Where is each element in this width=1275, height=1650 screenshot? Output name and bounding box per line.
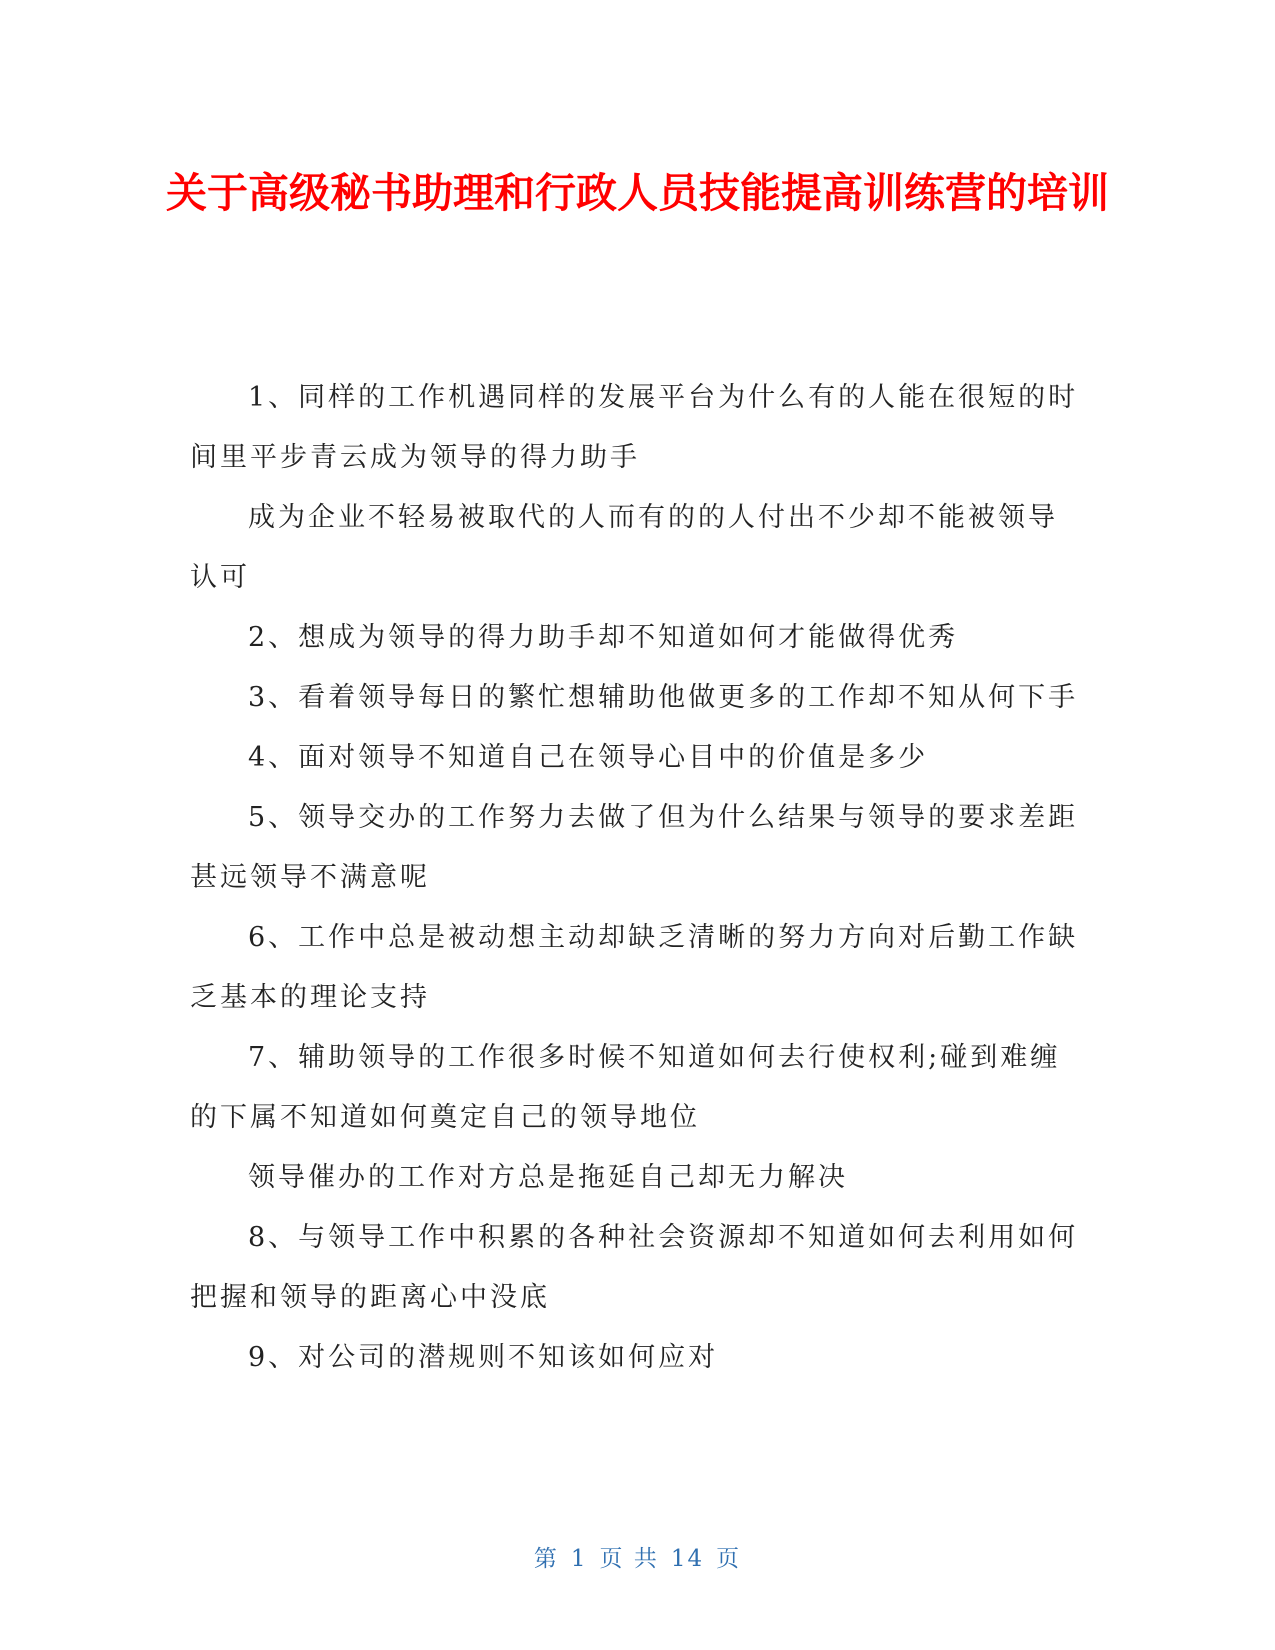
paragraph: 1、同样的工作机遇同样的发展平台为什么有的人能在很短的时间里平步青云成为领导的得力助手 bbox=[190, 382, 1079, 473]
footer-middle: 页 共 bbox=[599, 1546, 659, 1572]
document-title: 关于高级秘书助理和行政人员技能提高训练营的培训 bbox=[166, 169, 1109, 217]
footer-prefix: 第 bbox=[533, 1546, 559, 1572]
document-body bbox=[190, 368, 1083, 1388]
paragraph: 5、领导交办的工作努力去做了但为什么结果与领导的要求差距甚远领导不满意呢 bbox=[190, 802, 1079, 893]
paragraph: 9、对公司的潜规则不知该如何应对 bbox=[248, 1342, 719, 1373]
paragraph: 领导催办的工作对方总是拖延自己却无力解决 bbox=[248, 1162, 848, 1193]
paragraph: 2、想成为领导的得力助手却不知道如何才能做得优秀 bbox=[248, 622, 959, 653]
paragraph: 6、工作中总是被动想主动却缺乏清晰的努力方向对后勤工作缺乏基本的理论支持 bbox=[190, 922, 1079, 1013]
footer-total-pages: 14 bbox=[670, 1546, 705, 1572]
footer-suffix: 页 bbox=[716, 1546, 742, 1572]
paragraph: 8、与领导工作中积累的各种社会资源却不知道如何去利用如何把握和领导的距离心中没底 bbox=[190, 1222, 1079, 1313]
paragraph: 成为企业不轻易被取代的人而有的的人付出不少却不能被领导认可 bbox=[190, 502, 1058, 593]
paragraph: 4、面对领导不知道自己在领导心目中的价值是多少 bbox=[248, 742, 929, 773]
paragraph: 3、看着领导每日的繁忙想辅助他做更多的工作却不知从何下手 bbox=[248, 682, 1079, 713]
paragraph: 7、辅助领导的工作很多时候不知道如何去行使权利;碰到难缠的下属不知道如何奠定自己的领导地位 bbox=[190, 1042, 1061, 1133]
page-footer bbox=[0, 1540, 1275, 1573]
footer-page-number: 1 bbox=[570, 1546, 588, 1572]
